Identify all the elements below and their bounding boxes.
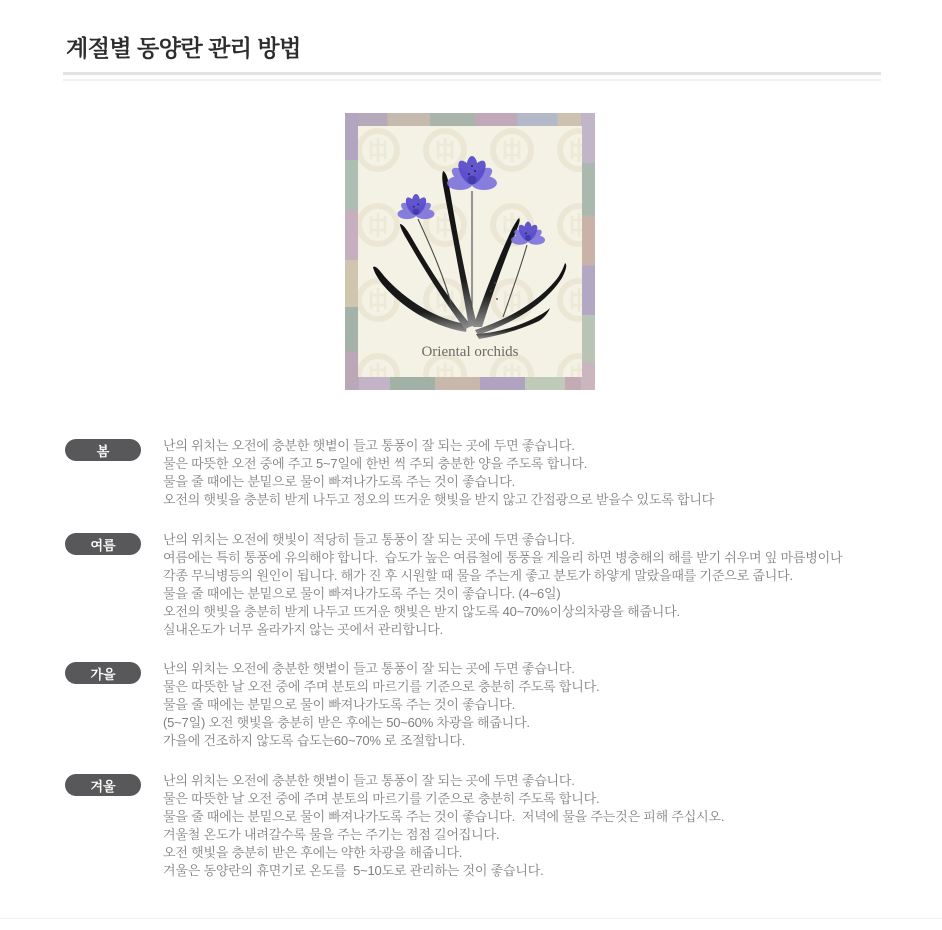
season-text-spring — [163, 437, 942, 509]
care-instruction-line: 난의 위치는 오전에 충분한 햇볕이 들고 통풍이 잘 되는 곳에 두면 좋습니다. — [163, 661, 575, 676]
season-text-winter — [163, 772, 942, 880]
care-instruction-line: 물을 줄 때에는 분밑으로 물이 빠져나가도록 주는 것이 좋습니다. — [163, 474, 516, 489]
care-instruction-line: 가을에 건조하지 않도록 습도는60~70% 로 조절합니다. — [163, 733, 466, 748]
season-badge-fall: 가을 — [65, 662, 141, 684]
season-badge-winter: 겨울 — [65, 774, 141, 796]
care-instruction-line: 난의 위치는 오전에 충분한 햇볕이 들고 통풍이 잘 되는 곳에 두면 좋습니다. — [163, 438, 575, 453]
title-divider-thin — [63, 79, 881, 81]
care-instruction-line: 난의 위치는 오전에 햇빛이 적당히 들고 통풍이 잘 되는 곳에 두면 좋습니다. — [163, 532, 575, 547]
care-instruction-line: 물을 줄 때에는 분밑으로 물이 빠져나가도록 주는 것이 좋습니다. 저녁에 물을 주는것은 피해 주십시오. — [163, 809, 725, 824]
season-section-fall — [65, 660, 942, 750]
care-instruction-line: 물을 줄 때에는 분밑으로 물이 빠져나가도록 주는 것이 좋습니다. (4~6일) — [163, 586, 561, 601]
footer-divider — [0, 918, 942, 919]
season-section-spring — [65, 437, 942, 509]
care-instruction-line: 실내온도가 너무 올라가지 않는 곳에서 관리합니다. — [163, 622, 443, 637]
page-title: 계절별 동양란 관리 방법 — [66, 35, 301, 61]
care-instruction-line: 오전의 햇빛을 충분히 받게 나두고 뜨거운 햇빛은 받지 않도록 40~70%이상의차광을 해줍니다. — [163, 604, 680, 619]
care-instruction-line: 여름에는 특히 통풍에 유의해야 합니다. 습도가 높은 여름철에 통풍을 게을리 하면 병충해의 해를 받기 쉬우며 잎 마름병이나 — [163, 550, 843, 565]
title-divider-thick — [63, 72, 881, 75]
orchid-illustration — [345, 113, 595, 390]
orchid-artwork — [345, 113, 595, 390]
care-instruction-line: 겨울철 온도가 내려갈수록 물을 주는 주기는 점점 길어집니다. — [163, 827, 500, 842]
care-instruction-line: 물은 따뜻한 날 오전 중에 주며 분토의 마르기를 기준으로 충분히 주도록 합니다. — [163, 679, 600, 694]
artwork-caption: Oriental orchids — [421, 344, 519, 360]
care-instruction-line: 오전의 햇빛을 충분히 받게 나두고 정오의 뜨거운 햇빛을 받지 않고 간접광으로 받을수 있도록 합니다 — [163, 492, 715, 507]
season-badge-spring: 봄 — [65, 439, 141, 461]
care-instruction-line: 물을 줄 때에는 분밑으로 물이 빠져나가도록 주는 것이 좋습니다. — [163, 697, 516, 712]
season-badge-summer: 여름 — [65, 533, 141, 555]
care-instruction-line: 겨울은 동양란의 휴면기로 온도를 5~10도로 관리하는 것이 좋습니다. — [163, 863, 544, 878]
season-section-summer — [65, 531, 942, 639]
season-section-winter — [65, 772, 942, 880]
season-text-fall — [163, 660, 942, 750]
care-instruction-line: (5~7일) 오전 햇빛을 충분히 받은 후에는 50~60% 차광을 해줍니다. — [163, 715, 530, 730]
care-instruction-line: 난의 위치는 오전에 충분한 햇볕이 들고 통풍이 잘 되는 곳에 두면 좋습니다. — [163, 773, 575, 788]
care-instruction-line: 물은 따뜻한 오전 중에 주고 5~7일에 한번 씩 주되 충분한 양을 주도록 합니다. — [163, 456, 588, 471]
care-instruction-line: 물은 따뜻한 날 오전 중에 주며 분토의 마르기를 기준으로 충분히 주도록 합니다. — [163, 791, 600, 806]
season-text-summer — [163, 531, 942, 639]
care-instruction-line: 각종 무늬병등의 원인이 됩니다. 해가 진 후 시원할 때 물을 주는게 좋고 분토가 하얗게 말랐을때를 기준으로 줍니다. — [163, 568, 793, 583]
care-instruction-line: 오전 햇빛을 충분히 받은 후에는 약한 차광을 해줍니다. — [163, 845, 463, 860]
